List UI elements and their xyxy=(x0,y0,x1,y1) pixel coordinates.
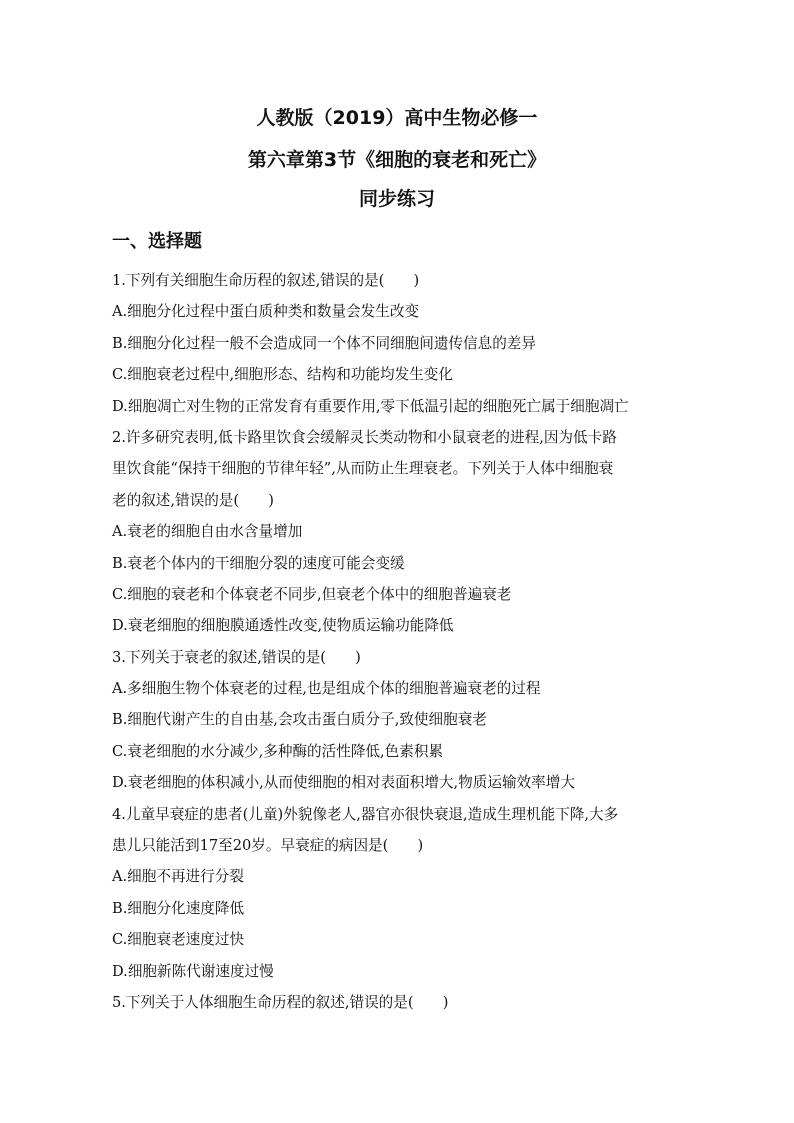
option-text: C.细胞的衰老和个体衰老不同步,但衰老个体中的细胞普遍衰老 xyxy=(112,585,512,603)
option-text: B.衰老个体内的干细胞分裂的速度可能会变缓 xyxy=(112,554,405,572)
question-text: 患儿只能活到17至20岁。早衰症的病因是( ) xyxy=(112,837,424,855)
document-title: 人教版（2019）高中生物必修一 xyxy=(256,107,538,129)
option-text: A.细胞分化过程中蛋白质种类和数量会发生改变 xyxy=(112,303,420,321)
option-text: D.衰老细胞的细胞膜通透性改变,使物质运输功能降低 xyxy=(112,617,454,635)
option-text: D.细胞凋亡对生物的正常发育有重要作用,零下低温引起的细胞死亡属于细胞凋亡 xyxy=(112,397,629,415)
option-text: A.衰老的细胞自由水含量增加 xyxy=(112,523,303,541)
question-text: 2.许多研究表明,低卡路里饮食会缓解灵长类动物和小鼠衰老的进程,因为低卡路 xyxy=(112,428,617,446)
question-text: 4.儿童早衰症的患者(儿童)外貌像老人,器官亦很快衰退,造成生理机能下降,大多 xyxy=(112,805,619,823)
option-text: D.细胞新陈代谢速度过慢 xyxy=(112,962,274,980)
question-text: 里饮食能“保持干细胞的节律年轻”,从而防止生理衰老。下列关于人体中细胞衰 xyxy=(112,460,614,478)
question-text: 3.下列关于衰老的叙述,错误的是( ) xyxy=(112,648,361,666)
option-text: D.衰老细胞的体积减小,从而使细胞的相对表面积增大,物质运输效率增大 xyxy=(112,774,575,792)
option-text: B.细胞代谢产生的自由基,会攻击蛋白质分子,致使细胞衰老 xyxy=(112,711,487,729)
option-text: C.细胞衰老过程中,细胞形态、结构和功能均发生变化 xyxy=(112,366,453,384)
option-text: C.衰老细胞的水分减少,多种酶的活性降低,色素积累 xyxy=(112,742,444,760)
subtitle: 同步练习 xyxy=(358,188,435,210)
section-heading: 一、选择题 xyxy=(112,231,202,252)
option-text: A.细胞不再进行分裂 xyxy=(112,868,244,886)
question-text: 1.下列有关细胞生命历程的叙述,错误的是( ) xyxy=(112,272,420,289)
question-text: 老的叙述,错误的是( ) xyxy=(112,491,274,509)
option-text: C.细胞衰老速度过快 xyxy=(112,931,245,949)
chapter-title: 第六章第3节《细胞的衰老和死亡》 xyxy=(247,149,547,171)
question-list xyxy=(112,265,692,1018)
option-text: B.细胞分化过程一般不会造成同一个体不同细胞间遗传信息的差异 xyxy=(112,334,536,352)
question-text: 5.下列关于人体细胞生命历程的叙述,错误的是( ) xyxy=(112,993,449,1011)
option-text: B.细胞分化速度降低 xyxy=(112,899,245,917)
option-text: A.多细胞生物个体衰老的过程,也是组成个体的细胞普遍衰老的过程 xyxy=(112,680,541,698)
